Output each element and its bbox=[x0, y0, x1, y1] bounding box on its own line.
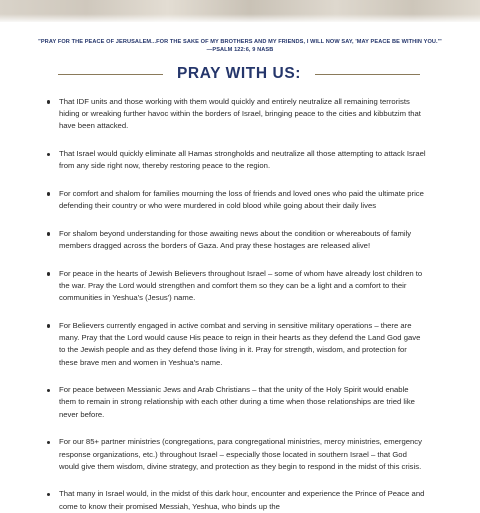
list-item bbox=[46, 488, 426, 512]
list-item bbox=[46, 268, 426, 305]
list-item-text: For comfort and shalom for families mourning the loss of friends and loved ones who paid the ultimate price defending their country or who were murdered in cold blood while going about their daily lives bbox=[59, 189, 424, 211]
bullet-icon bbox=[47, 232, 50, 235]
list-item-text: That Israel would quickly eliminate all Hamas strongholds and neutralize all those attempting to attack Israel from any side right now, thereby restoring peace to the region. bbox=[59, 149, 426, 171]
list-item-text: For shalom beyond understanding for those awaiting news about the condition or whereabouts of family members dragged across the borders of Gaza. And pray these hostages are released alive! bbox=[59, 228, 412, 251]
heading-row bbox=[58, 62, 420, 86]
bullet-icon bbox=[47, 272, 50, 275]
bullet-icon bbox=[47, 192, 50, 195]
right-divider bbox=[315, 74, 420, 75]
bullet-icon bbox=[47, 324, 50, 327]
list-item bbox=[46, 436, 426, 473]
bullet-icon bbox=[47, 493, 50, 496]
list-item bbox=[46, 320, 426, 369]
left-divider bbox=[58, 74, 163, 75]
scripture-citation: —PSALM 122:6, 9 NASB bbox=[206, 47, 274, 53]
bullet-icon bbox=[47, 153, 50, 156]
bullet-icon bbox=[47, 100, 50, 103]
scripture-text: "PRAY FOR THE PEACE OF JERUSALEM...FOR THE SAKE OF MY BROTHERS AND MY FRIENDS, I WILL NOW SAY, 'MAY PEACE BE WITHIN YOU.'" bbox=[38, 39, 442, 45]
scripture-quote bbox=[30, 38, 450, 54]
prayer-list bbox=[46, 96, 426, 513]
list-item-text: For Believers currently engaged in active combat and serving in sensitive military operations – there are many. Pray that the Lord would cause His peace to reign in their hearts as they defend the Land God gave to the Jewish people and as they defend those living in it. Pray for strength, wisdom, and protection for these brave men and women in Yeshua's name. bbox=[59, 320, 421, 367]
list-item-text: That IDF units and those working with them would quickly and entirely neutralize all remaining terrorists hiding or wreaking further havoc within the borders of Israel, bringing peace to the cities and kibbutzim that have been attacked. bbox=[59, 97, 421, 131]
list-item bbox=[46, 148, 426, 172]
list-item bbox=[46, 228, 426, 252]
list-item-text: For peace between Messianic Jews and Arab Christians – that the unity of the Holy Spirit would enable them to remain in strong relationship with each other during a time when those relationships are tried like never before. bbox=[59, 385, 415, 419]
list-item-text: For peace in the hearts of Jewish Believers throughout Israel – some of whom have already lost children to the war. Pray the Lord would strengthen and comfort them so they can be a light and a comfort to their communities in Yeshua's (Jesus') name. bbox=[59, 268, 423, 303]
bullet-icon bbox=[47, 441, 50, 444]
list-item-text: For our 85+ partner ministries (congregations, para congregational ministries, mercy ministries, emergency response organizations, etc.) throughout Israel – especially those located in southern Israel – that God would give them wisdom, divine strategy, and protection as they begin to respond in the midst of this crisis. bbox=[59, 437, 422, 471]
header-photo-banner bbox=[0, 0, 480, 22]
bullet-icon bbox=[47, 389, 50, 392]
list-item-text: That many in Israel would, in the midst of this dark hour, encounter and experience the Prince of Peace and come to know their promised Messiah, Yeshua, who binds up the bbox=[59, 489, 425, 511]
list-item bbox=[46, 188, 426, 212]
list-item bbox=[46, 384, 426, 421]
page-title: PRAY WITH US: bbox=[176, 65, 302, 82]
list-item bbox=[46, 96, 426, 133]
